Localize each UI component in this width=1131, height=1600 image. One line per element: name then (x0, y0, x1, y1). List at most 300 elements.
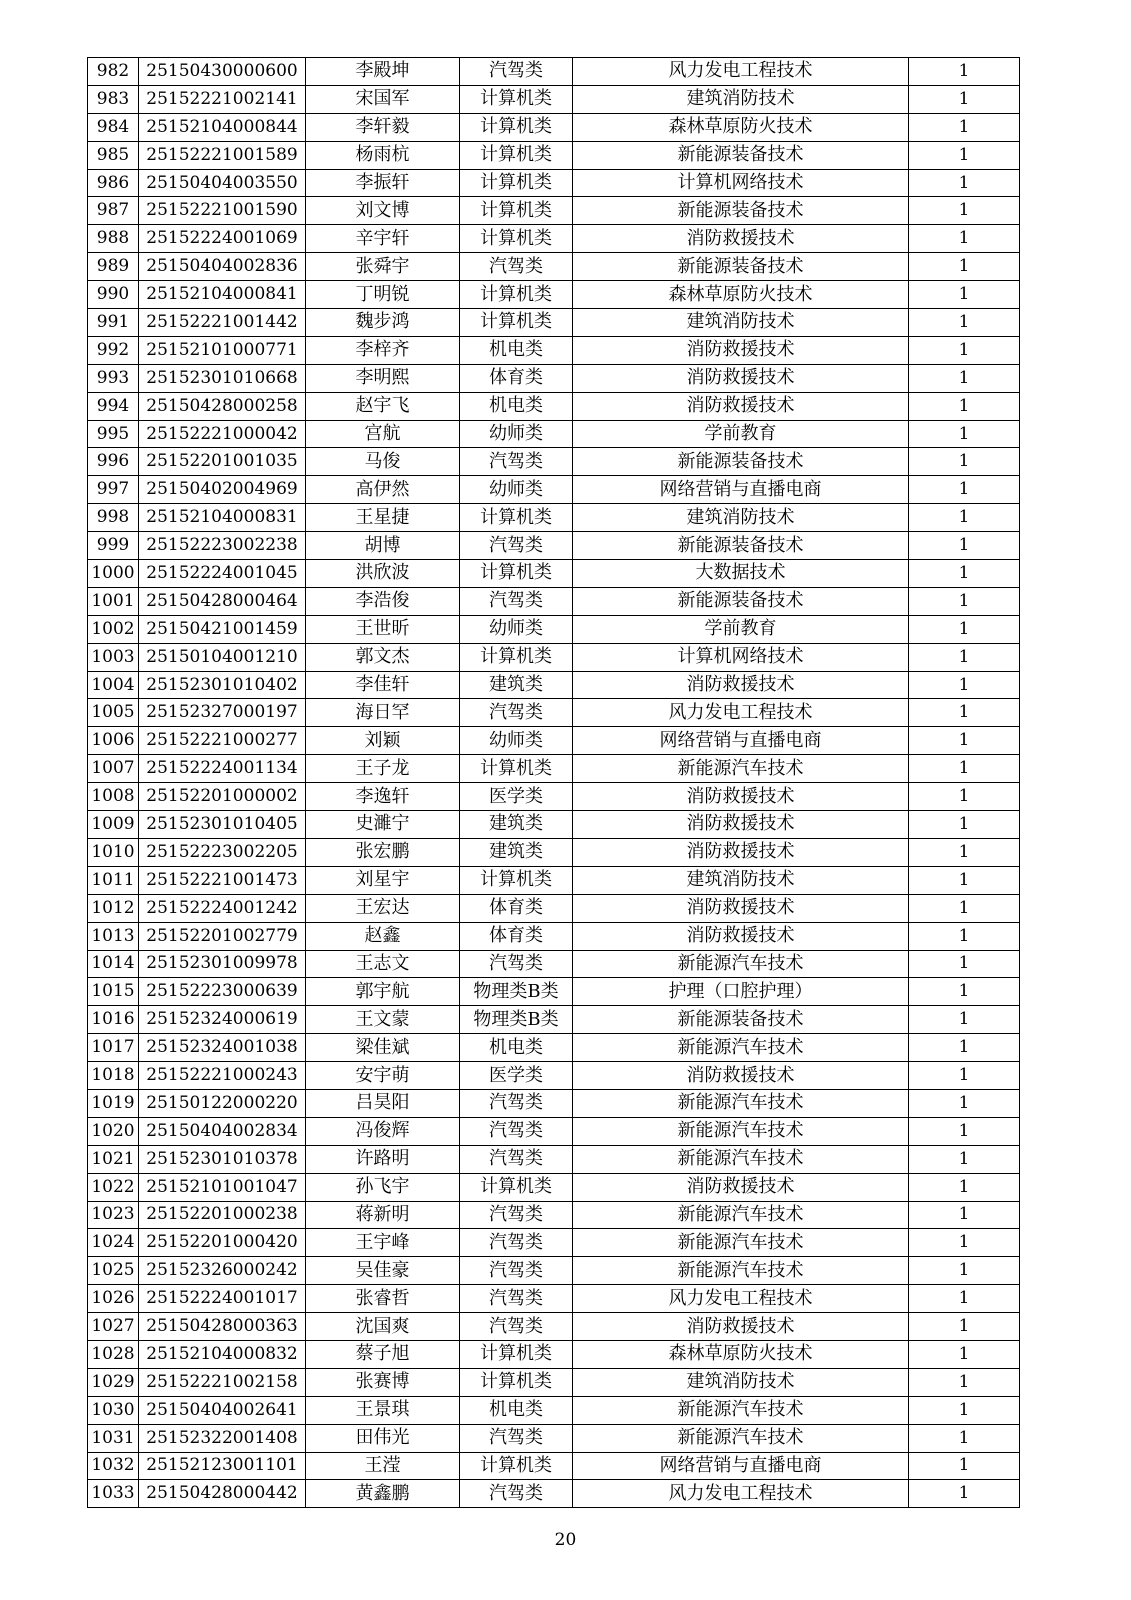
cell-category: 物理类B类 (460, 1006, 573, 1034)
cell-major: 消防救援技术 (573, 336, 909, 364)
cell-exam-id: 25152221002141 (139, 85, 306, 113)
cell-major: 网络营销与直播电商 (573, 476, 909, 504)
cell-exam-id: 25152301010378 (139, 1145, 306, 1173)
cell-count: 1 (909, 1173, 1020, 1201)
cell-exam-id: 25152221001590 (139, 197, 306, 225)
cell-count: 1 (909, 504, 1020, 532)
cell-exam-id: 25150404002834 (139, 1117, 306, 1145)
cell-name: 魏步鸿 (306, 309, 460, 337)
cell-major: 新能源汽车技术 (573, 1257, 909, 1285)
cell-exam-id: 25152223002205 (139, 838, 306, 866)
cell-name: 刘颖 (306, 727, 460, 755)
cell-count: 1 (909, 1368, 1020, 1396)
cell-count: 1 (909, 1145, 1020, 1173)
cell-category: 幼师类 (460, 476, 573, 504)
table-row (88, 1089, 1020, 1117)
table-row (88, 1006, 1020, 1034)
cell-major: 风力发电工程技术 (573, 699, 909, 727)
cell-name: 许路明 (306, 1145, 460, 1173)
cell-exam-id: 25152101001047 (139, 1173, 306, 1201)
table-row (88, 253, 1020, 281)
cell-exam-id: 25150404003550 (139, 169, 306, 197)
cell-seq: 1000 (88, 560, 139, 588)
cell-seq: 1023 (88, 1201, 139, 1229)
cell-count: 1 (909, 420, 1020, 448)
cell-seq: 1014 (88, 950, 139, 978)
cell-seq: 1006 (88, 727, 139, 755)
cell-major: 风力发电工程技术 (573, 1285, 909, 1313)
cell-category: 汽驾类 (460, 58, 573, 86)
cell-name: 丁明锐 (306, 281, 460, 309)
cell-count: 1 (909, 866, 1020, 894)
cell-name: 吴佳豪 (306, 1257, 460, 1285)
cell-exam-id: 25152221002158 (139, 1368, 306, 1396)
cell-exam-id: 25150428000363 (139, 1313, 306, 1341)
cell-major: 新能源汽车技术 (573, 1396, 909, 1424)
cell-category: 汽驾类 (460, 1480, 573, 1508)
cell-seq: 1001 (88, 587, 139, 615)
cell-name: 吕昊阳 (306, 1089, 460, 1117)
cell-major: 新能源汽车技术 (573, 1034, 909, 1062)
table-row (88, 476, 1020, 504)
table-row (88, 615, 1020, 643)
cell-count: 1 (909, 671, 1020, 699)
table-row (88, 1368, 1020, 1396)
cell-category: 幼师类 (460, 420, 573, 448)
cell-major: 建筑消防技术 (573, 1368, 909, 1396)
cell-exam-id: 25152322001408 (139, 1424, 306, 1452)
cell-major: 计算机网络技术 (573, 169, 909, 197)
cell-seq: 1021 (88, 1145, 139, 1173)
cell-seq: 993 (88, 364, 139, 392)
cell-count: 1 (909, 699, 1020, 727)
cell-seq: 986 (88, 169, 139, 197)
cell-exam-id: 25152104000844 (139, 113, 306, 141)
cell-exam-id: 25152224001134 (139, 755, 306, 783)
cell-count: 1 (909, 1006, 1020, 1034)
cell-exam-id: 25152326000242 (139, 1257, 306, 1285)
cell-count: 1 (909, 1340, 1020, 1368)
cell-exam-id: 25152224001069 (139, 225, 306, 253)
cell-major: 新能源汽车技术 (573, 1145, 909, 1173)
cell-seq: 990 (88, 281, 139, 309)
cell-seq: 1017 (88, 1034, 139, 1062)
cell-major: 网络营销与直播电商 (573, 727, 909, 755)
cell-name: 赵宇飞 (306, 392, 460, 420)
cell-name: 冯俊辉 (306, 1117, 460, 1145)
cell-category: 汽驾类 (460, 1201, 573, 1229)
table-row (88, 866, 1020, 894)
cell-seq: 984 (88, 113, 139, 141)
cell-count: 1 (909, 1201, 1020, 1229)
cell-count: 1 (909, 1313, 1020, 1341)
table-row (88, 727, 1020, 755)
cell-major: 新能源汽车技术 (573, 950, 909, 978)
cell-category: 汽驾类 (460, 950, 573, 978)
cell-seq: 1009 (88, 811, 139, 839)
table-row (88, 1173, 1020, 1201)
cell-category: 计算机类 (460, 85, 573, 113)
cell-count: 1 (909, 253, 1020, 281)
cell-category: 体育类 (460, 364, 573, 392)
cell-major: 森林草原防火技术 (573, 1340, 909, 1368)
cell-count: 1 (909, 1480, 1020, 1508)
cell-major: 新能源汽车技术 (573, 1201, 909, 1229)
cell-name: 李殿坤 (306, 58, 460, 86)
cell-category: 汽驾类 (460, 1089, 573, 1117)
cell-major: 消防救援技术 (573, 894, 909, 922)
cell-exam-id: 25150122000220 (139, 1089, 306, 1117)
cell-category: 计算机类 (460, 643, 573, 671)
cell-exam-id: 25152324001038 (139, 1034, 306, 1062)
cell-count: 1 (909, 1062, 1020, 1090)
cell-count: 1 (909, 1424, 1020, 1452)
table-row (88, 1340, 1020, 1368)
cell-name: 安宇萌 (306, 1062, 460, 1090)
cell-name: 蔡子旭 (306, 1340, 460, 1368)
cell-seq: 995 (88, 420, 139, 448)
cell-category: 建筑类 (460, 838, 573, 866)
cell-major: 新能源汽车技术 (573, 1089, 909, 1117)
cell-count: 1 (909, 922, 1020, 950)
cell-name: 蒋新明 (306, 1201, 460, 1229)
table-row (88, 671, 1020, 699)
cell-count: 1 (909, 950, 1020, 978)
cell-seq: 1011 (88, 866, 139, 894)
cell-name: 史濉宁 (306, 811, 460, 839)
cell-exam-id: 25152221000277 (139, 727, 306, 755)
cell-exam-id: 25150430000600 (139, 58, 306, 86)
cell-seq: 999 (88, 532, 139, 560)
cell-major: 消防救援技术 (573, 225, 909, 253)
cell-major: 护理（口腔护理） (573, 978, 909, 1006)
cell-count: 1 (909, 755, 1020, 783)
cell-seq: 987 (88, 197, 139, 225)
cell-major: 森林草原防火技术 (573, 113, 909, 141)
cell-exam-id: 25152101000771 (139, 336, 306, 364)
table-row (88, 1229, 1020, 1257)
cell-category: 汽驾类 (460, 448, 573, 476)
cell-name: 梁佳斌 (306, 1034, 460, 1062)
cell-major: 消防救援技术 (573, 671, 909, 699)
cell-name: 张赛博 (306, 1368, 460, 1396)
cell-category: 计算机类 (460, 169, 573, 197)
table-row (88, 336, 1020, 364)
table-row (88, 141, 1020, 169)
cell-seq: 1026 (88, 1285, 139, 1313)
cell-major: 风力发电工程技术 (573, 1480, 909, 1508)
table-row (88, 1201, 1020, 1229)
cell-count: 1 (909, 1089, 1020, 1117)
cell-major: 新能源汽车技术 (573, 1229, 909, 1257)
cell-major: 森林草原防火技术 (573, 281, 909, 309)
cell-category: 汽驾类 (460, 699, 573, 727)
cell-count: 1 (909, 838, 1020, 866)
cell-exam-id: 25152224001242 (139, 894, 306, 922)
cell-category: 计算机类 (460, 1452, 573, 1480)
cell-count: 1 (909, 1034, 1020, 1062)
cell-seq: 1004 (88, 671, 139, 699)
table-row (88, 894, 1020, 922)
cell-exam-id: 25152104000831 (139, 504, 306, 532)
cell-name: 洪欣波 (306, 560, 460, 588)
cell-name: 郭宇航 (306, 978, 460, 1006)
cell-exam-id: 25152221000042 (139, 420, 306, 448)
table-row (88, 1062, 1020, 1090)
cell-category: 汽驾类 (460, 532, 573, 560)
cell-exam-id: 25152221001442 (139, 309, 306, 337)
cell-seq: 1007 (88, 755, 139, 783)
cell-major: 建筑消防技术 (573, 309, 909, 337)
cell-count: 1 (909, 1285, 1020, 1313)
cell-seq: 982 (88, 58, 139, 86)
cell-seq: 1025 (88, 1257, 139, 1285)
cell-name: 李轩毅 (306, 113, 460, 141)
cell-major: 风力发电工程技术 (573, 58, 909, 86)
cell-seq: 1015 (88, 978, 139, 1006)
cell-name: 刘文博 (306, 197, 460, 225)
cell-major: 大数据技术 (573, 560, 909, 588)
table-row (88, 532, 1020, 560)
cell-category: 计算机类 (460, 1368, 573, 1396)
cell-major: 新能源装备技术 (573, 253, 909, 281)
cell-major: 新能源装备技术 (573, 587, 909, 615)
cell-name: 王世昕 (306, 615, 460, 643)
cell-category: 计算机类 (460, 197, 573, 225)
cell-category: 汽驾类 (460, 1229, 573, 1257)
cell-category: 体育类 (460, 894, 573, 922)
cell-exam-id: 25152201000420 (139, 1229, 306, 1257)
table-row (88, 85, 1020, 113)
cell-exam-id: 25152327000197 (139, 699, 306, 727)
cell-count: 1 (909, 532, 1020, 560)
cell-major: 消防救援技术 (573, 922, 909, 950)
cell-major: 学前教育 (573, 615, 909, 643)
cell-count: 1 (909, 643, 1020, 671)
cell-seq: 983 (88, 85, 139, 113)
cell-major: 消防救援技术 (573, 1313, 909, 1341)
cell-category: 幼师类 (460, 727, 573, 755)
cell-exam-id: 25152224001017 (139, 1285, 306, 1313)
cell-major: 消防救援技术 (573, 783, 909, 811)
cell-exam-id: 25152324000619 (139, 1006, 306, 1034)
cell-name: 王志文 (306, 950, 460, 978)
cell-major: 新能源装备技术 (573, 1006, 909, 1034)
cell-name: 孙飞宇 (306, 1173, 460, 1201)
cell-major: 新能源装备技术 (573, 448, 909, 476)
table-row (88, 699, 1020, 727)
cell-count: 1 (909, 58, 1020, 86)
table-row (88, 1034, 1020, 1062)
table-row (88, 1396, 1020, 1424)
cell-category: 物理类B类 (460, 978, 573, 1006)
cell-name: 杨雨杭 (306, 141, 460, 169)
cell-category: 计算机类 (460, 309, 573, 337)
cell-count: 1 (909, 1257, 1020, 1285)
cell-exam-id: 25152201000238 (139, 1201, 306, 1229)
cell-name: 李浩俊 (306, 587, 460, 615)
cell-exam-id: 25152201001035 (139, 448, 306, 476)
cell-count: 1 (909, 615, 1020, 643)
cell-exam-id: 25152224001045 (139, 560, 306, 588)
cell-seq: 1002 (88, 615, 139, 643)
cell-seq: 998 (88, 504, 139, 532)
cell-count: 1 (909, 281, 1020, 309)
cell-category: 计算机类 (460, 560, 573, 588)
cell-seq: 1008 (88, 783, 139, 811)
table-row (88, 197, 1020, 225)
cell-category: 计算机类 (460, 141, 573, 169)
cell-seq: 1027 (88, 1313, 139, 1341)
cell-exam-id: 25152301009978 (139, 950, 306, 978)
cell-count: 1 (909, 727, 1020, 755)
cell-name: 李振轩 (306, 169, 460, 197)
table-row (88, 420, 1020, 448)
cell-category: 汽驾类 (460, 1424, 573, 1452)
cell-count: 1 (909, 197, 1020, 225)
cell-name: 王宇峰 (306, 1229, 460, 1257)
cell-name: 李明熙 (306, 364, 460, 392)
cell-major: 消防救援技术 (573, 364, 909, 392)
cell-name: 田伟光 (306, 1424, 460, 1452)
cell-major: 新能源装备技术 (573, 197, 909, 225)
cell-seq: 1028 (88, 1340, 139, 1368)
cell-exam-id: 25152301010668 (139, 364, 306, 392)
cell-major: 新能源装备技术 (573, 532, 909, 560)
table-row (88, 1257, 1020, 1285)
cell-count: 1 (909, 392, 1020, 420)
cell-category: 汽驾类 (460, 1257, 573, 1285)
cell-count: 1 (909, 225, 1020, 253)
cell-count: 1 (909, 169, 1020, 197)
cell-exam-id: 25152221000243 (139, 1062, 306, 1090)
cell-name: 宋国军 (306, 85, 460, 113)
cell-category: 机电类 (460, 1034, 573, 1062)
cell-major: 消防救援技术 (573, 392, 909, 420)
cell-name: 张宏鹏 (306, 838, 460, 866)
table-row (88, 560, 1020, 588)
cell-count: 1 (909, 448, 1020, 476)
cell-category: 汽驾类 (460, 587, 573, 615)
cell-count: 1 (909, 560, 1020, 588)
table-row (88, 922, 1020, 950)
cell-seq: 1022 (88, 1173, 139, 1201)
cell-name: 马俊 (306, 448, 460, 476)
admission-table (87, 57, 1020, 1508)
cell-seq: 997 (88, 476, 139, 504)
cell-major: 消防救援技术 (573, 811, 909, 839)
cell-category: 汽驾类 (460, 253, 573, 281)
cell-seq: 1018 (88, 1062, 139, 1090)
cell-name: 李逸轩 (306, 783, 460, 811)
cell-count: 1 (909, 894, 1020, 922)
cell-name: 宫航 (306, 420, 460, 448)
cell-count: 1 (909, 587, 1020, 615)
cell-category: 汽驾类 (460, 1117, 573, 1145)
cell-category: 计算机类 (460, 1340, 573, 1368)
cell-major: 新能源汽车技术 (573, 755, 909, 783)
cell-exam-id: 25152104000841 (139, 281, 306, 309)
cell-major: 建筑消防技术 (573, 85, 909, 113)
table-row (88, 587, 1020, 615)
table-row (88, 1424, 1020, 1452)
table-row (88, 392, 1020, 420)
cell-name: 王文蒙 (306, 1006, 460, 1034)
table-row (88, 1313, 1020, 1341)
table-row (88, 1117, 1020, 1145)
cell-category: 计算机类 (460, 225, 573, 253)
cell-seq: 1029 (88, 1368, 139, 1396)
cell-exam-id: 25152221001589 (139, 141, 306, 169)
cell-name: 胡博 (306, 532, 460, 560)
table-row (88, 448, 1020, 476)
cell-name: 黄鑫鹏 (306, 1480, 460, 1508)
cell-name: 海日罕 (306, 699, 460, 727)
table-row (88, 169, 1020, 197)
table-row (88, 364, 1020, 392)
cell-major: 消防救援技术 (573, 1062, 909, 1090)
cell-name: 李梓齐 (306, 336, 460, 364)
cell-exam-id: 25152201002779 (139, 922, 306, 950)
cell-category: 计算机类 (460, 866, 573, 894)
cell-count: 1 (909, 811, 1020, 839)
cell-category: 机电类 (460, 1396, 573, 1424)
cell-name: 王子龙 (306, 755, 460, 783)
cell-count: 1 (909, 141, 1020, 169)
cell-seq: 992 (88, 336, 139, 364)
cell-count: 1 (909, 1452, 1020, 1480)
table-row (88, 58, 1020, 86)
cell-exam-id: 25152223002238 (139, 532, 306, 560)
cell-name: 王景琪 (306, 1396, 460, 1424)
cell-count: 1 (909, 978, 1020, 1006)
admission-table-body (88, 58, 1020, 1508)
cell-name: 张睿哲 (306, 1285, 460, 1313)
cell-seq: 1033 (88, 1480, 139, 1508)
cell-exam-id: 25152301010405 (139, 811, 306, 839)
cell-category: 汽驾类 (460, 1285, 573, 1313)
cell-seq: 994 (88, 392, 139, 420)
cell-exam-id: 25152301010402 (139, 671, 306, 699)
cell-name: 高伊然 (306, 476, 460, 504)
cell-category: 幼师类 (460, 615, 573, 643)
cell-count: 1 (909, 364, 1020, 392)
cell-seq: 1005 (88, 699, 139, 727)
table-row (88, 281, 1020, 309)
cell-category: 汽驾类 (460, 1145, 573, 1173)
cell-category: 医学类 (460, 783, 573, 811)
cell-count: 1 (909, 783, 1020, 811)
table-row (88, 309, 1020, 337)
table-row (88, 1452, 1020, 1480)
cell-exam-id: 25150428000464 (139, 587, 306, 615)
cell-exam-id: 25152201000002 (139, 783, 306, 811)
table-row (88, 978, 1020, 1006)
cell-seq: 988 (88, 225, 139, 253)
cell-count: 1 (909, 85, 1020, 113)
cell-seq: 1030 (88, 1396, 139, 1424)
cell-count: 1 (909, 1396, 1020, 1424)
cell-exam-id: 25150104001210 (139, 643, 306, 671)
cell-major: 计算机网络技术 (573, 643, 909, 671)
cell-count: 1 (909, 309, 1020, 337)
cell-exam-id: 25152123001101 (139, 1452, 306, 1480)
cell-major: 建筑消防技术 (573, 504, 909, 532)
cell-category: 建筑类 (460, 671, 573, 699)
table-row (88, 643, 1020, 671)
cell-category: 汽驾类 (460, 1313, 573, 1341)
cell-name: 张舜宇 (306, 253, 460, 281)
